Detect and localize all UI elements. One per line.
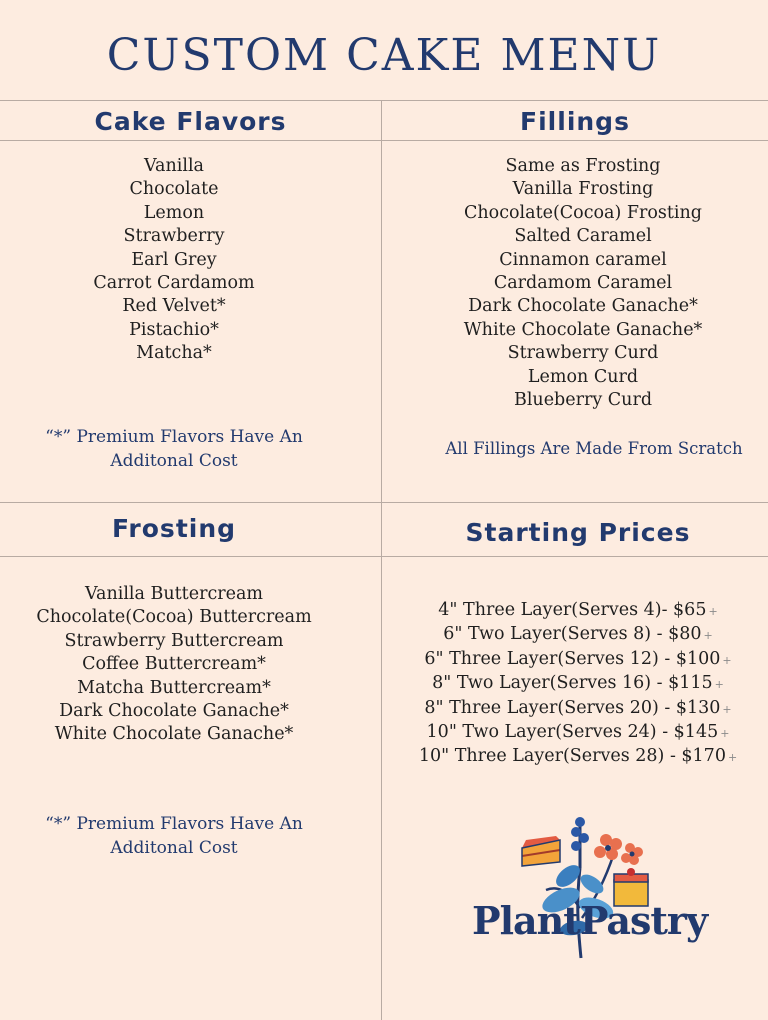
list-item: White Chocolate Ganache* [463,319,703,340]
price-text: 6" Two Layer(Serves 8) - $80 [443,624,702,645]
price-item [392,623,764,647]
price-text: 8" Three Layer(Serves 20) - $130 [424,697,721,718]
list-item: Blueberry Curd [513,390,653,411]
list-item: Cardamom Caramel [493,273,673,294]
plus-symbol: + [714,678,724,692]
fillings-heading: Fillings [520,107,630,136]
divider-heading-bottom [0,556,768,557]
price-item [392,697,764,721]
list-item: Chocolate(Cocoa) Frosting [464,202,702,223]
plus-symbol: + [722,702,732,716]
premium-note [0,426,348,473]
list-item: Chocolate [129,179,219,200]
plus-symbol: + [703,629,713,643]
price-item [392,721,764,745]
list-item: Dark Chocolate Ganache* [59,701,289,722]
plus-symbol: + [708,605,718,618]
list-item: Lemon [143,202,205,223]
list-item: Strawberry [123,226,225,247]
list-item: Dark Chocolate Ganache* [468,296,698,317]
list-item: Vanilla Buttercream [85,584,263,604]
price-text: 10" Three Layer(Serves 28) - $170 [418,746,726,767]
list-item: Earl Grey [131,249,217,270]
page-title: CUSTOM CAKE MENU [106,30,662,81]
list-item: Chocolate(Cocoa) Buttercream [36,607,312,628]
list-item: Matcha* [136,343,212,364]
list-item: Coffee Buttercream* [82,654,266,675]
premium-note [0,813,348,860]
list-item: Cinnamon caramel [499,249,667,270]
list-item: Carrot Cardamom [93,273,255,294]
premium-note-line1: “*” Premium Flavors Have An [45,427,303,447]
cake-flavors-heading: Cake Flavors [94,107,287,136]
plus-symbol: + [720,727,730,741]
price-item [392,599,764,623]
plus-symbol: + [727,751,738,765]
plantpastry-logo-icon [466,808,696,970]
cake-flavors-list [0,155,348,366]
starting-prices-heading: Starting Prices [465,518,691,547]
price-item [392,672,764,696]
list-item: Matcha Buttercream* [77,677,271,698]
divider-vertical [381,100,382,1020]
frosting-heading: Frosting [111,514,237,543]
premium-note-line1: “*” Premium Flavors Have An [45,814,303,834]
list-item: Vanilla [144,156,204,176]
price-text: 8" Two Layer(Serves 16) - $115 [432,673,713,694]
price-item [392,745,764,769]
price-text: 10" Two Layer(Serves 24) - $145 [426,722,719,743]
premium-note-line2: Additonal Cost [110,450,238,471]
list-item: Lemon Curd [527,366,639,387]
fillings-note: All Fillings Are Made From Scratch [445,439,743,458]
divider-heading-top [0,140,768,141]
list-item: Strawberry Buttercream [64,630,284,651]
list-item: Vanilla Frosting [512,179,654,200]
logo-text: PlantPastry [472,898,708,943]
list-item: Same as Frosting [505,156,661,176]
list-item: Salted Caramel [514,226,652,247]
price-text: 6" Three Layer(Serves 12) - $100 [424,648,721,669]
plus-symbol: + [722,653,732,667]
list-item: Red Velvet* [122,296,226,317]
price-item [392,648,764,672]
frosting-list [0,583,348,747]
divider-middle [0,502,768,503]
list-item: Strawberry Curd [507,343,659,364]
prices-list [392,599,764,770]
list-item: Pistachio* [129,319,219,340]
premium-note-line2: Additonal Cost [110,837,238,858]
list-item: White Chocolate Ganache* [54,724,294,745]
fillings-list [392,155,768,412]
price-text: 4" Three Layer(Serves 4)- $65 [438,600,707,620]
divider-top [0,100,768,101]
